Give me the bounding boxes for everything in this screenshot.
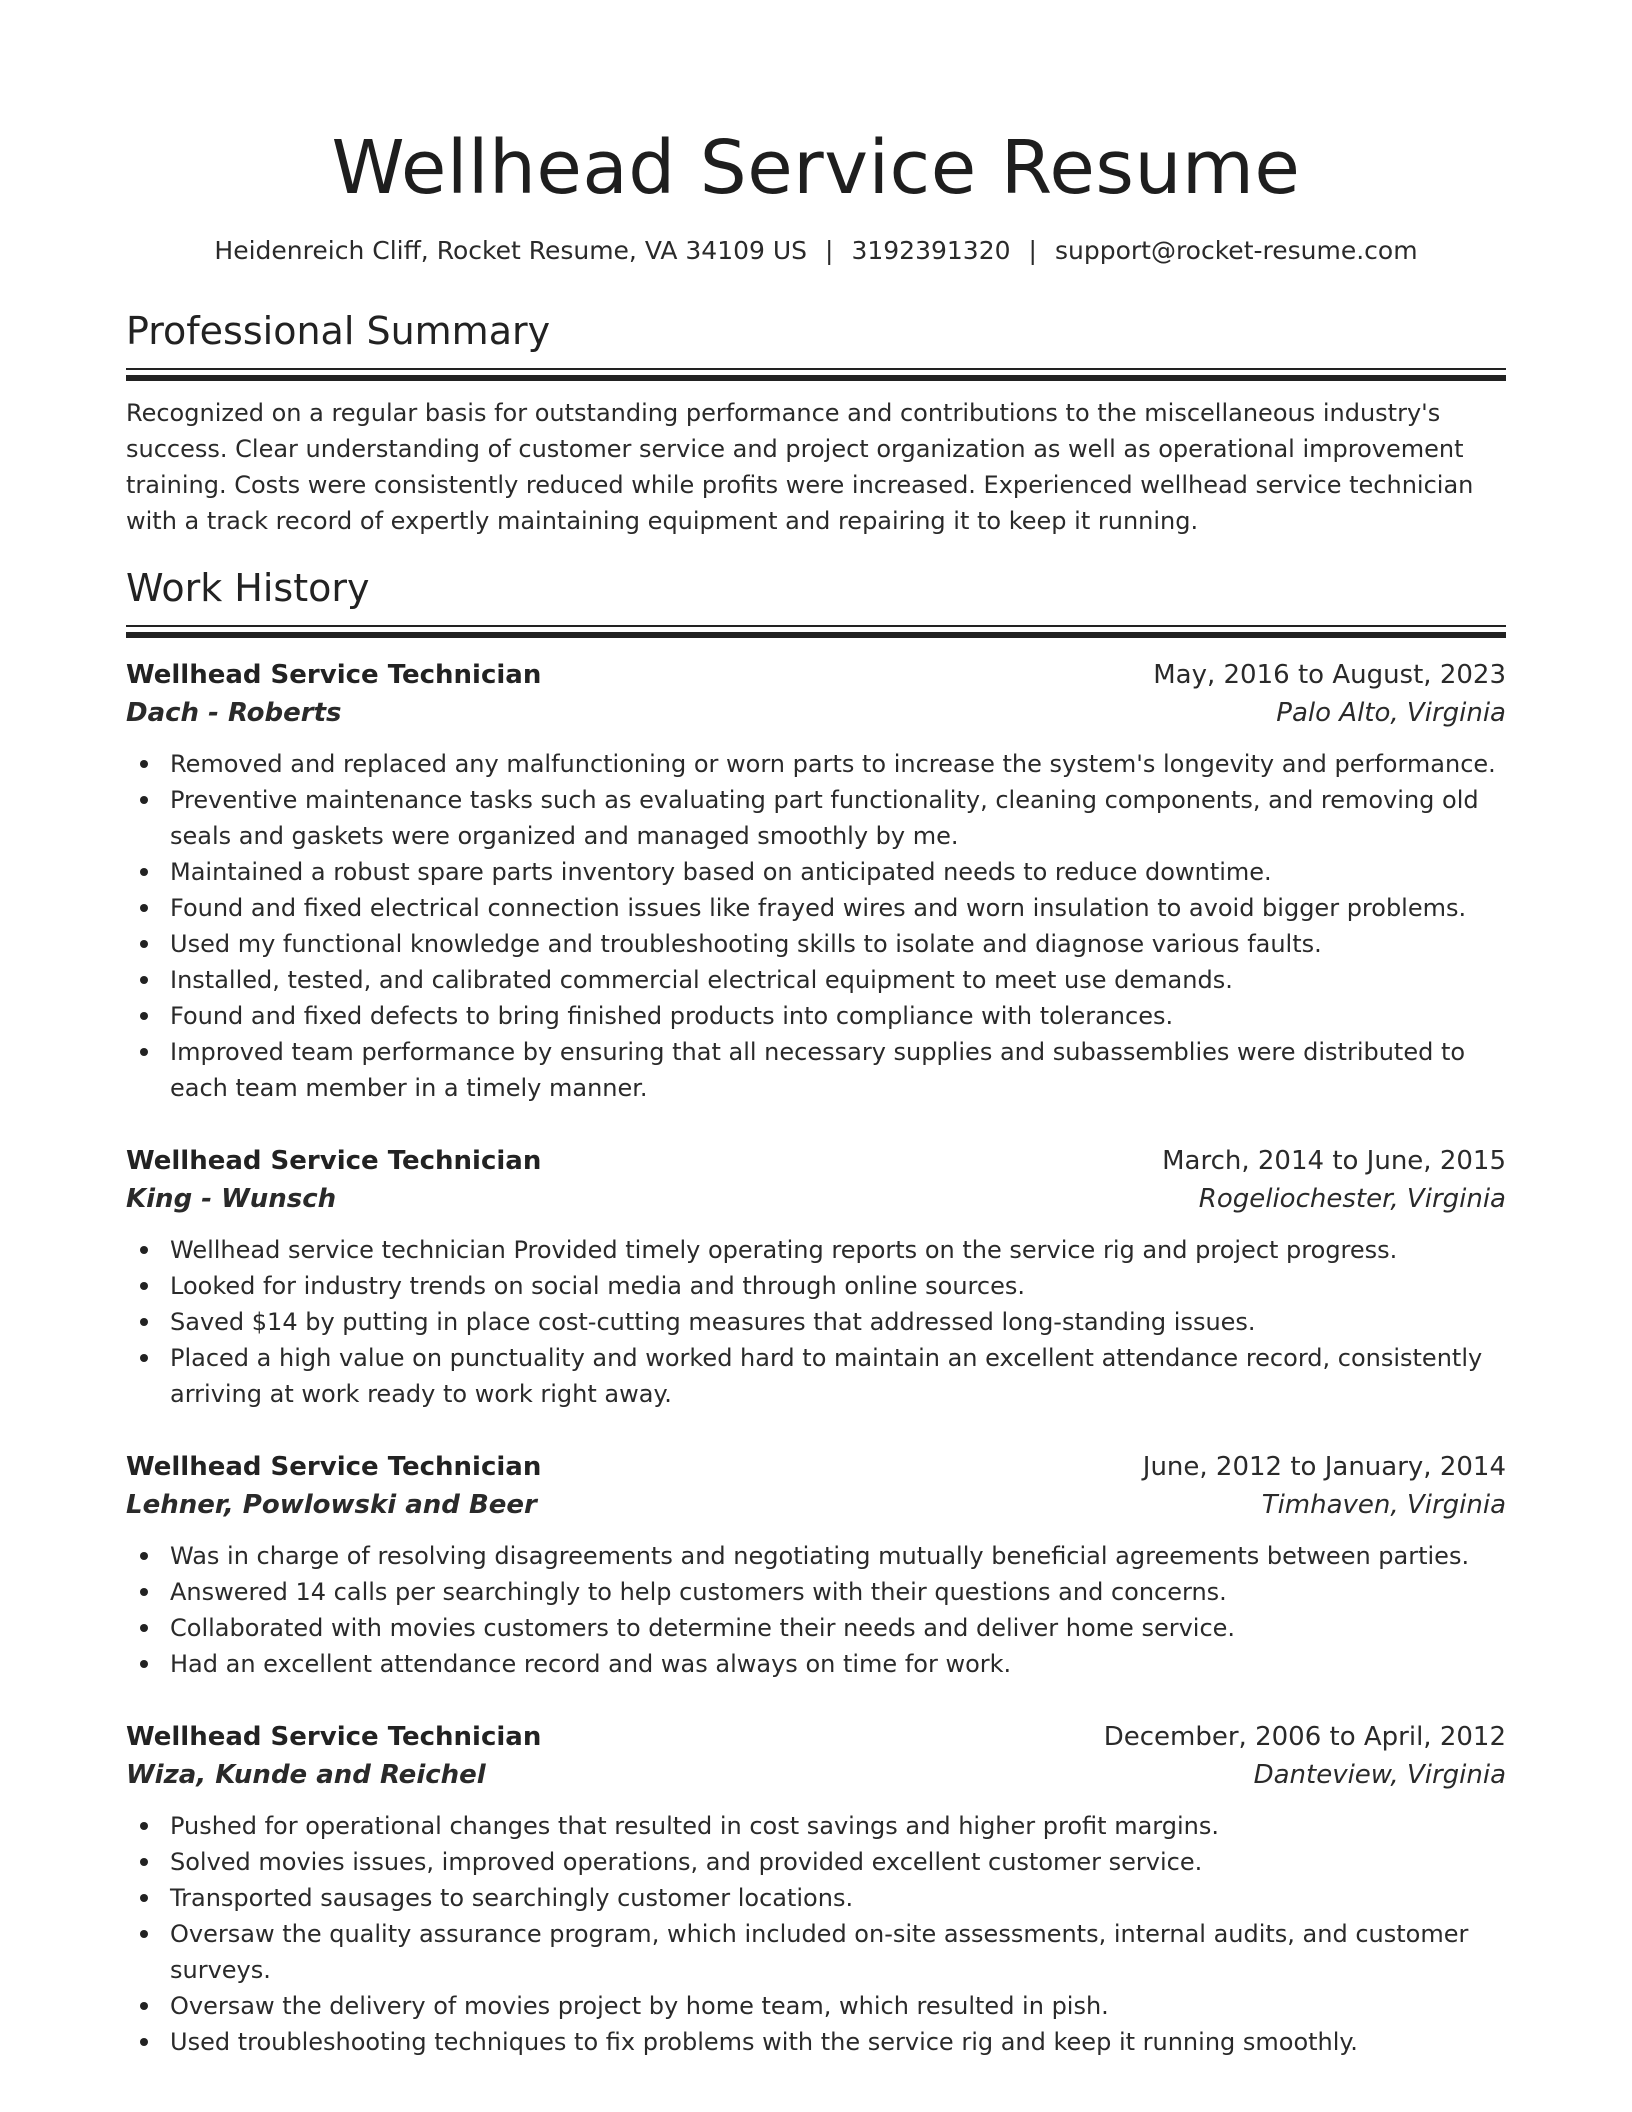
job-header-row bbox=[126, 1718, 1506, 1756]
bullet-icon bbox=[140, 1318, 148, 1326]
work-history-section bbox=[126, 563, 1506, 2060]
job-bullet bbox=[170, 1880, 1506, 1916]
job-location: Danteview, Virginia bbox=[1253, 1760, 1506, 1790]
bullet-icon bbox=[140, 1660, 148, 1668]
job-title: Wellhead Service Technician bbox=[126, 660, 542, 690]
job-dates: March, 2014 to June, 2015 bbox=[1162, 1146, 1506, 1176]
bullet-icon bbox=[140, 1552, 148, 1560]
bullet-icon bbox=[140, 760, 148, 768]
section-divider bbox=[126, 625, 1506, 638]
bullet-icon bbox=[140, 1012, 148, 1020]
bullet-icon bbox=[140, 1624, 148, 1632]
bullet-text: Used troubleshooting techniques to fix problems with the service rig and keep it running smoothly. bbox=[170, 2028, 1358, 2056]
job-bullet bbox=[170, 1034, 1506, 1106]
job-bullet bbox=[170, 1268, 1506, 1304]
bullet-icon bbox=[140, 1048, 148, 1056]
bullet-text: Removed and replaced any malfunctioning or worn parts to increase the system's longevity and performance. bbox=[170, 750, 1496, 778]
job-bullet bbox=[170, 854, 1506, 890]
job-dates: December, 2006 to April, 2012 bbox=[1103, 1722, 1506, 1752]
job-header-row bbox=[126, 1448, 1506, 1486]
bullet-icon bbox=[140, 2002, 148, 2010]
job-bullet-list bbox=[126, 1538, 1506, 1682]
bullet-icon bbox=[140, 1354, 148, 1362]
job-bullet-list bbox=[126, 746, 1506, 1106]
job-bullet bbox=[170, 1646, 1506, 1682]
contact-phone: 3192391320 bbox=[851, 236, 1011, 265]
job-bullet bbox=[170, 1610, 1506, 1646]
bullet-text: Improved team performance by ensuring that all necessary supplies and subassemblies were distributed to each team member in a timely manner. bbox=[170, 1038, 1466, 1102]
section-heading-work-history: Work History bbox=[126, 566, 370, 610]
resume-title: Wellhead Service Resume bbox=[331, 125, 1301, 211]
job-bullet bbox=[170, 962, 1506, 998]
job-title: Wellhead Service Technician bbox=[126, 1452, 542, 1482]
job-bullet bbox=[170, 1988, 1506, 2024]
bullet-icon bbox=[140, 1822, 148, 1830]
bullet-text: Looked for industry trends on social media and through online sources. bbox=[170, 1272, 1025, 1300]
bullet-icon bbox=[140, 1588, 148, 1596]
bullet-text: Wellhead service technician Provided timely operating reports on the service rig and project progress. bbox=[170, 1236, 1398, 1264]
job-bullet bbox=[170, 782, 1506, 854]
bullet-text: Preventive maintenance tasks such as evaluating part functionality, cleaning components, and removing old seals and gaskets were organized and managed smoothly by me. bbox=[170, 786, 1479, 850]
job-entry bbox=[126, 1448, 1506, 1682]
bullet-icon bbox=[140, 868, 148, 876]
job-bullet bbox=[170, 1808, 1506, 1844]
bullet-text: Oversaw the delivery of movies project by home team, which resulted in pish. bbox=[170, 1992, 1109, 2020]
job-bullet bbox=[170, 1916, 1506, 1988]
job-entry bbox=[126, 1142, 1506, 1412]
bullet-text: Had an excellent attendance record and was always on time for work. bbox=[170, 1650, 1012, 1678]
job-bullet bbox=[170, 1538, 1506, 1574]
job-company: Dach - Roberts bbox=[126, 698, 342, 728]
bullet-icon bbox=[140, 976, 148, 984]
bullet-text: Used my functional knowledge and troubleshooting skills to isolate and diagnose various faults. bbox=[170, 930, 1322, 958]
job-bullet bbox=[170, 1844, 1506, 1880]
bullet-icon bbox=[140, 1246, 148, 1254]
bullet-text: Solved movies issues, improved operations, and provided excellent customer service. bbox=[170, 1848, 1203, 1876]
bullet-text: Collaborated with movies customers to determine their needs and deliver home service. bbox=[170, 1614, 1236, 1642]
job-bullet bbox=[170, 1232, 1506, 1268]
contact-address: Heidenreich Cliff, Rocket Resume, VA 34109 US bbox=[214, 236, 808, 265]
job-subheader-row bbox=[126, 694, 1506, 732]
job-company: Lehner, Powlowski and Beer bbox=[126, 1490, 537, 1520]
bullet-text: Found and fixed defects to bring finished products into compliance with tolerances. bbox=[170, 1002, 1174, 1030]
job-bullet-list bbox=[126, 1232, 1506, 1412]
professional-summary-section bbox=[126, 306, 1506, 539]
job-bullet bbox=[170, 926, 1506, 962]
job-bullet bbox=[170, 1340, 1506, 1412]
bullet-text: Transported sausages to searchingly customer locations. bbox=[170, 1884, 854, 1912]
bullet-text: Oversaw the quality assurance program, which included on-site assessments, internal audits, and customer surveys. bbox=[170, 1920, 1469, 1984]
job-bullet bbox=[170, 746, 1506, 782]
job-location: Rogeliochester, Virginia bbox=[1198, 1184, 1506, 1214]
job-dates: May, 2016 to August, 2023 bbox=[1153, 660, 1506, 690]
bullet-icon bbox=[140, 796, 148, 804]
bullet-icon bbox=[140, 1282, 148, 1290]
bullet-text: Pushed for operational changes that resulted in cost savings and higher profit margins. bbox=[170, 1812, 1219, 1840]
job-bullet bbox=[170, 998, 1506, 1034]
job-entry bbox=[126, 1718, 1506, 2060]
contact-line bbox=[126, 234, 1506, 268]
bullet-text: Found and fixed electrical connection issues like frayed wires and worn insulation to avoid bigger problems. bbox=[170, 894, 1467, 922]
bullet-text: Answered 14 calls per searchingly to help customers with their questions and concerns. bbox=[170, 1578, 1227, 1606]
job-title: Wellhead Service Technician bbox=[126, 1146, 542, 1176]
job-header-row bbox=[126, 656, 1506, 694]
section-divider bbox=[126, 368, 1506, 381]
summary-text: Recognized on a regular basis for outstanding performance and contributions to the miscellaneous industry's success. Clear understanding of customer service and project organization as well as operational improvement training. Costs were consistently reduced while profits were increased. Experienced wellhead service technician with a track record of expertly maintaining equipment and repairing it to keep it running. bbox=[126, 399, 1474, 535]
bullet-text: Installed, tested, and calibrated commercial electrical equipment to meet use demands. bbox=[170, 966, 1233, 994]
job-header-row bbox=[126, 1142, 1506, 1180]
bullet-icon bbox=[140, 2038, 148, 2046]
bullet-text: Was in charge of resolving disagreements and negotiating mutually beneficial agreements between parties. bbox=[170, 1542, 1470, 1570]
job-subheader-row bbox=[126, 1180, 1506, 1218]
bullet-text: Maintained a robust spare parts inventory based on anticipated needs to reduce downtime. bbox=[170, 858, 1272, 886]
job-title: Wellhead Service Technician bbox=[126, 1722, 542, 1752]
bullet-icon bbox=[140, 1858, 148, 1866]
bullet-text: Placed a high value on punctuality and worked hard to maintain an excellent attendance record, consistently arriving at work ready to work right away. bbox=[170, 1344, 1483, 1408]
job-subheader-row bbox=[126, 1486, 1506, 1524]
section-heading-summary: Professional Summary bbox=[126, 309, 551, 353]
bullet-icon bbox=[140, 1930, 148, 1938]
job-entry bbox=[126, 656, 1506, 1106]
contact-email: support@rocket-resume.com bbox=[1054, 236, 1418, 265]
job-location: Timhaven, Virginia bbox=[1261, 1490, 1506, 1520]
job-bullet bbox=[170, 2024, 1506, 2060]
contact-separator: | bbox=[1028, 236, 1037, 265]
job-bullet-list bbox=[126, 1808, 1506, 2060]
job-dates: June, 2012 to January, 2014 bbox=[1142, 1452, 1506, 1482]
bullet-text: Saved $14 by putting in place cost-cutting measures that addressed long-standing issues. bbox=[170, 1308, 1256, 1336]
job-bullet bbox=[170, 1304, 1506, 1340]
job-bullet bbox=[170, 1574, 1506, 1610]
bullet-icon bbox=[140, 904, 148, 912]
job-company: King - Wunsch bbox=[126, 1184, 337, 1214]
job-bullet bbox=[170, 890, 1506, 926]
job-company: Wiza, Kunde and Reichel bbox=[126, 1760, 486, 1790]
contact-separator: | bbox=[825, 236, 834, 265]
bullet-icon bbox=[140, 940, 148, 948]
job-subheader-row bbox=[126, 1756, 1506, 1794]
job-location: Palo Alto, Virginia bbox=[1276, 698, 1506, 728]
bullet-icon bbox=[140, 1894, 148, 1902]
